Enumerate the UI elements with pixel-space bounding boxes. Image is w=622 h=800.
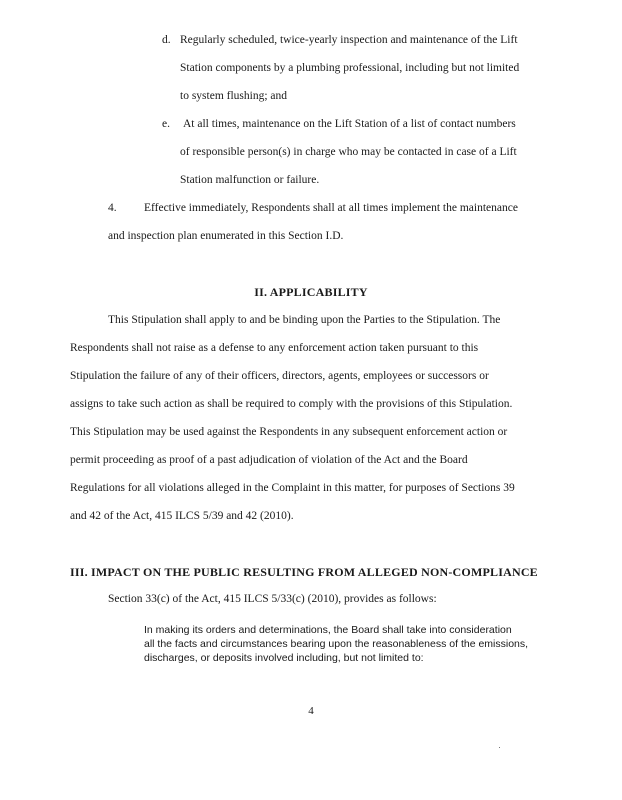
section-2-line-3: Stipulation the failure of any of their officers, directors, agents, employees or successors or [70,370,489,382]
section-3-intro: Section 33(c) of the Act, 415 ILCS 5/33(c) (2010), provides as follows: [108,593,437,605]
section-2-line-6: permit proceeding as proof of a past adjudication of violation of the Act and the Board [70,454,468,466]
item-d-label: d. [162,34,171,46]
item-e-line-2: of responsible person(s) in charge who may be contacted in case of a Lift [180,146,517,158]
quote-line-1: In making its orders and determinations, the Board shall take into consideration [144,624,512,636]
item-e-label: e. [162,118,170,130]
para-4-line-1: Effective immediately, Respondents shall at all times implement the maintenance [144,202,518,214]
item-d-line-1: Regularly scheduled, twice-yearly inspection and maintenance of the Lift [180,34,518,46]
quote-line-2: all the facts and circumstances bearing upon the reasonableness of the emissions, [144,638,529,650]
section-2-line-5: This Stipulation may be used against the Respondents in any subsequent enforcement action or [70,426,508,438]
item-d-line-2: Station components by a plumbing professional, including but not limited [180,62,520,74]
section-2-line-8: and 42 of the Act, 415 ILCS 5/39 and 42 (2010). [70,510,294,522]
section-3-heading: III. IMPACT ON THE PUBLIC RESULTING FROM ALLEGED NON-COMPLIANCE [70,565,538,579]
item-e-line-1: At all times, maintenance on the Lift Station of a list of contact numbers [183,118,516,130]
para-4-number: 4. [108,202,117,214]
item-d-line-3: to system flushing; and [180,90,288,102]
page-number: 4 [308,705,314,717]
item-e-line-3: Station malfunction or failure. [180,174,320,186]
para-4-line-2: and inspection plan enumerated in this Section I.D. [108,230,344,242]
scan-speck [499,747,500,748]
section-2-line-7: Regulations for all violations alleged in the Complaint in this matter, for purposes of Sections 39 [70,482,515,494]
section-2-heading: II. APPLICABILITY [254,285,368,299]
section-2-line-4: assigns to take such action as shall be required to comply with the provisions of this Stipulation. [70,398,513,410]
quote-line-3: discharges, or deposits involved including, but not limited to: [144,652,424,664]
section-2-line-1: This Stipulation shall apply to and be binding upon the Parties to the Stipulation. The [108,314,501,326]
section-2-line-2: Respondents shall not raise as a defense to any enforcement action taken pursuant to this [70,342,479,354]
